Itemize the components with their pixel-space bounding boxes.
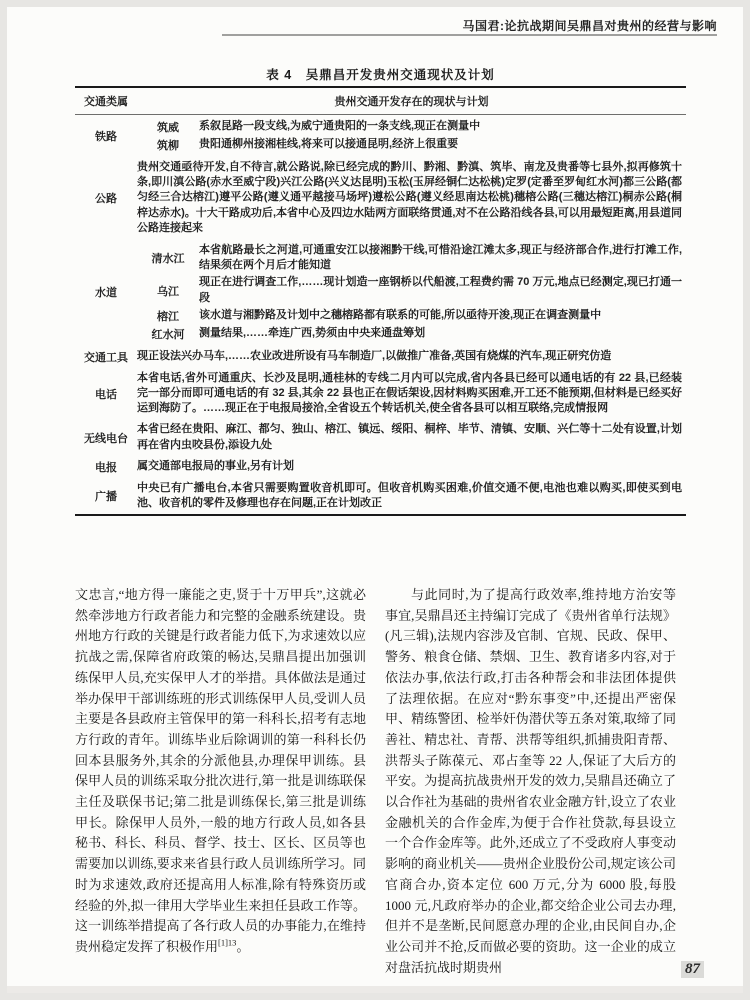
subrow-text: 现正在进行调查工作,……现计划造一座钢桥以代船渡,工程费约需 70 万元,地点已经测定,现已打通一段 bbox=[199, 276, 682, 304]
row-text: 贵州交通亟待开发,自不待言,就公路说,除已经完成的黔川、黔湘、黔滇、筑毕、南龙及贵番等七县外,拟再修筑十条,即川滇公路(赤水至威宁段)兴江公路(兴义达昆明)玉松(玉屏经铜仁达松桃)定罗(定番至罗甸红水河)都三公路(都匀经三合达榕江)遵平公路(遵义通平越接马场坪)遵松公路(遵义经思南达松桃)穗榕公路(三穗达榕江)桐赤公路(桐梓达赤水)。十大干路成功后,本省中心及四边水陆两方面联络贯通,对不在公路沿线各县,可以用最短距离,用县道同公路连接起来 bbox=[137, 161, 682, 234]
subrow-text: 贵阳通柳州接湘桂线,将来可以接通昆明,经济上很重要 bbox=[199, 138, 459, 151]
table-col-header-category: 交通类属 bbox=[84, 96, 128, 108]
subrow-label: 筑柳 bbox=[157, 140, 179, 152]
table-row-highway bbox=[75, 157, 686, 239]
page-number: 87 bbox=[681, 961, 704, 978]
table-subrow bbox=[137, 274, 686, 306]
row-category-label: 无线电台 bbox=[84, 432, 128, 445]
row-category-label: 广播 bbox=[95, 491, 117, 504]
table-subrow bbox=[137, 307, 686, 325]
row-text: 现正设法兴办马车,……农业改进所设有马车制造厂,以做推广准备,英国有烧煤的汽车,现正研究仿造 bbox=[137, 350, 612, 363]
subrow-text: 测量结果,……牵连广西,势须由中央来通盘筹划 bbox=[199, 327, 426, 340]
table-col-header-status: 贵州交通开发存在的现状与计划 bbox=[334, 96, 489, 108]
table-row-radio-station bbox=[75, 419, 686, 455]
table-subrow bbox=[137, 136, 686, 154]
subrow-label: 榕江 bbox=[157, 310, 179, 323]
right-column-paragraph: 与此同时,为了提高行政效率,维持地方治安等事宜,吴鼎昌还主持编订完成了《贵州省单行法规》(凡三辑),法规内容涉及官制、官规、民政、保甲、警务、粮食仓储、禁烟、卫生、教育诸多内容,对于依法办事,依法行政,打击各种帮会和非法团体提供了法理依据。在应对“黔东事变”中,还提出严密保甲、精练警团、检举奸伪潜伏等五条对策,取缔了同善社、精忠社、青帮、洪帮等组织,抓捕贵阳青帮、洪帮头子陈葆元、邓占奎等 22 人,保证了大后方的平安。为提高抗战贵州开发的效力,吴鼎昌还确立了以合作社为基础的贵州省农业金融方针,设立了农业金融机关的合作金库,为便于合作社贷款,每县设立一个合作金库等。此外,还成立了不受政府人事变动影响的商业机关——贵州企业股份公司,规定该公司官商合办,资本定位 600 万元,分为 6000 股,每股 1000 元,凡政府举办的企业,都交给企业公司去办理,但并不是垄断,民间愿意办理的企业,由民间自办,企业公司并不抢,反而做必要的资助。这一企业的成立对盘活抗战时期贵州 bbox=[385, 587, 676, 975]
header-rule bbox=[222, 34, 717, 36]
table-row-telephone bbox=[75, 368, 686, 420]
subrow-label: 乌江 bbox=[157, 285, 179, 298]
subrow-label: 清水江 bbox=[151, 253, 185, 266]
table-row-telegraph bbox=[75, 456, 686, 478]
subrow-text: 该水道与湘黔路及计划中之穗榕路都有联系的可能,所以亟待开浚,现正在调查测量中 bbox=[199, 309, 602, 322]
row-text: 本省电话,省外可通重庆、长沙及昆明,通桂林的专线二月内可以完成,省内各县已经可以通电话的有 22 县,已经装完一部分而即可通电话的有 32 县,其余 22 县也正在假话架设,因材料购买困难,开工还不能预期,但材料是已经买好运到海防了。……现正在于电报局接洽,全省设五个转话机关,使全省各县可以相互联络,完成情报网 bbox=[137, 371, 682, 415]
row-category-label: 公路 bbox=[95, 193, 117, 205]
table-row-railway bbox=[75, 115, 686, 157]
row-category-label: 交通工具 bbox=[84, 351, 128, 364]
table-caption: 表 4 吴鼎昌开发贵州交通现状及计划 bbox=[266, 68, 495, 82]
row-text: 本省已经在贵阳、麻江、都匀、独山、榕江、镇远、绥阳、桐梓、毕节、清镇、安顺、兴仁等十二处有设置,计划再在省内虫咬县份,添设九处 bbox=[137, 423, 682, 451]
table-subrow bbox=[137, 242, 686, 274]
subrow-text: 系叙昆路一段支线,为威宁通贵阳的一条支线,现正在测量中 bbox=[199, 120, 481, 133]
running-header-title: 马国君:论抗战期间吴鼎昌对贵州的经营与影响 bbox=[462, 19, 717, 33]
table-subrow bbox=[137, 325, 686, 343]
table-row-broadcast bbox=[75, 478, 686, 514]
row-text: 中央已有广播电台,本省只需要购置收音机即可。但收音机购买困难,价值交通不便,电池也难以购买,即使买到电池、收音机的零件及修理也存在问题,正在计划改正 bbox=[137, 481, 682, 510]
row-category-label: 铁路 bbox=[95, 131, 117, 143]
footnote-marker: [1]13 bbox=[218, 937, 237, 948]
table-subrow bbox=[137, 118, 686, 136]
subrow-label: 红水河 bbox=[151, 328, 185, 341]
row-category-label: 电报 bbox=[95, 461, 117, 474]
row-category-label: 电话 bbox=[95, 388, 117, 401]
subrow-text: 本省航路最长之河道,可通重安江以接湘黔干线,可惜沿途江滩太多,现正与经济部合作,进行打滩工作,结果须在两个月后才能知道 bbox=[199, 244, 682, 272]
transport-table bbox=[75, 86, 686, 516]
body-text-columns bbox=[75, 585, 676, 978]
row-category-label: 水道 bbox=[95, 287, 117, 300]
subrow-label: 筑威 bbox=[157, 122, 179, 134]
table-row-vehicles bbox=[75, 346, 686, 368]
row-text: 属交通部电报局的事业,另有计划 bbox=[137, 460, 295, 473]
left-column bbox=[75, 585, 366, 978]
table-header-row bbox=[75, 88, 686, 115]
table-row-waterway bbox=[75, 239, 686, 346]
right-column bbox=[385, 585, 676, 978]
left-column-paragraph: 文忠言,“地方得一廉能之吏,贤于十万甲兵”,这就必然牵涉地方行政者能力和完整的金融系统建设。贵州地方行政的关键是行政者能力低下,为求速效以应抗战之需,保障省府政策的畅达,吴鼎昌提出加强训练保甲人员,充实保甲人才的举措。具体做法是通过举办保甲干部训练班的形式训练保甲人员,受训人员主要是各县政府主管保甲的第一科科长,招考有志地方行政的青年。训练毕业后除调训的第一科科长仍回本县服务外,其余的分派他县,办理保甲训练。县保甲人员的训练采取分批次进行,第一批是训练联保主任及联保书记;第二批是训练保长,第三批是训练甲长。除保甲人员外,一般的地方行政人员,如各县秘书、科长、科员、督学、技士、区长、区员等也需要加以训练,要求来省县行政人员训练所学习。同时为求速效,政府还提高用人标准,除有特殊资历或经验的外,拟一律用大学毕业生来担任县政工作等。这一训练举措提高了各行政人员的办事能力,在维持贵州稳定发挥了积极作用$^{[1]13}$。 bbox=[75, 587, 366, 954]
